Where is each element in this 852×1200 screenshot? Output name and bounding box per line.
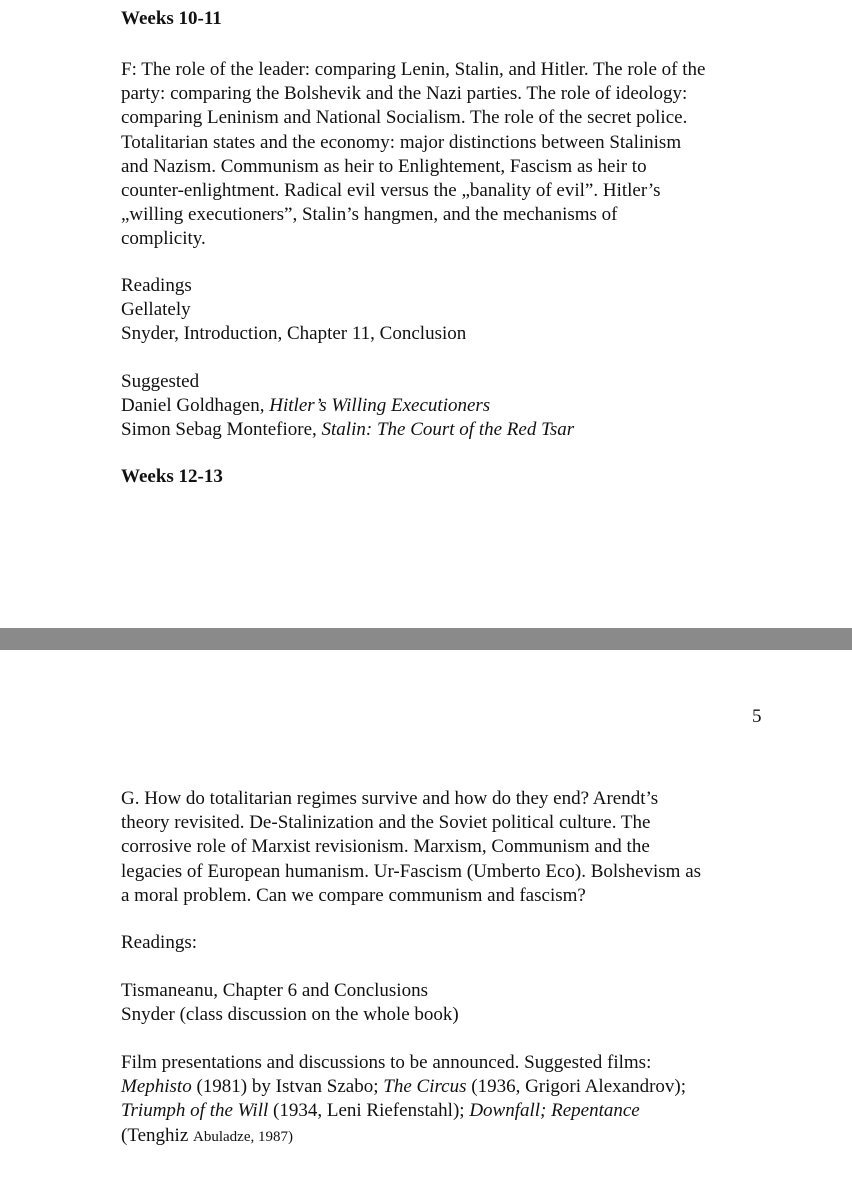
film-detail: (Tenghiz — [121, 1124, 194, 1146]
book-author: Daniel Goldhagen, — [121, 395, 270, 417]
suggested-item — [121, 418, 821, 442]
reading-item: Snyder, Introduction, Chapter 11, Conclusion — [121, 323, 467, 345]
film-detail: (1934, Leni Riefenstahl); — [268, 1100, 470, 1122]
suggested-block — [121, 370, 821, 443]
film-detail-small: Abuladze, 1987) — [193, 1128, 293, 1145]
film-block — [121, 1051, 821, 1149]
suggested-label: Suggested — [121, 371, 200, 392]
page-bottom — [0, 650, 852, 1200]
reading-item: Gellately — [121, 299, 191, 321]
film-line — [121, 1075, 821, 1099]
book-title: Hitler’s Willing Executioners — [269, 395, 491, 417]
text-line: Totalitarian states and the economy: major distinctions between Stalinism — [121, 131, 682, 153]
readings-block — [121, 979, 821, 1027]
text-line: complicity. — [121, 228, 206, 250]
page-separator — [0, 628, 852, 650]
film-intro: Film presentations and discussions to be announced. Suggested films: — [121, 1052, 652, 1073]
week-heading: Weeks 12-13 — [121, 466, 223, 487]
text-line: theory revisited. De-Stalinization and the Soviet political culture. The — [121, 812, 651, 834]
text-line: a moral problem. Can we compare communism and fascism? — [121, 884, 586, 906]
film-title: The Circus — [383, 1076, 467, 1098]
reading-item: Tismaneanu, Chapter 6 and Conclusions — [121, 980, 428, 1001]
book-title: Stalin: The Court of the Red Tsar — [321, 419, 575, 441]
book-author: Simon Sebag Montefiore, — [121, 419, 322, 441]
readings-block — [121, 274, 821, 347]
film-detail: (1936, Grigori Alexandrov); — [466, 1076, 687, 1098]
film-detail: (1981) by Istvan Szabo; — [191, 1076, 384, 1098]
text-line: comparing Leninism and National Socialism. The role of the secret police. — [121, 107, 688, 129]
text-line: corrosive role of Marxist revisionism. Marxism, Communism and the — [121, 836, 650, 858]
suggested-item — [121, 394, 821, 418]
readings-label: Readings — [121, 275, 192, 296]
week-heading: Weeks 10-11 — [121, 8, 222, 29]
text-line: counter-enlightment. Radical evil versus the „banality of evil”. Hitler’s — [121, 180, 661, 202]
readings-label: Readings: — [121, 932, 197, 953]
section-f-paragraph — [121, 58, 821, 252]
text-line: „willing executioners”, Stalin’s hangmen, and the mechanisms of — [121, 204, 618, 226]
section-g-paragraph — [121, 787, 821, 908]
film-line — [121, 1124, 821, 1149]
text-line: F: The role of the leader: comparing Lenin, Stalin, and Hitler. The role of the — [121, 59, 706, 80]
text-line: party: comparing the Bolshevik and the Nazi parties. The role of ideology: — [121, 83, 688, 105]
reading-item: Snyder (class discussion on the whole book) — [121, 1004, 459, 1026]
page-number: 5 — [752, 706, 762, 727]
film-line — [121, 1099, 821, 1123]
film-title: Mephisto — [121, 1076, 192, 1098]
text-line: G. How do totalitarian regimes survive and how do they end? Arendt’s — [121, 788, 659, 809]
text-line: and Nazism. Communism as heir to Enlightement, Fascism as heir to — [121, 155, 647, 177]
text-line: legacies of European humanism. Ur-Fascism (Umberto Eco). Bolshevism as — [121, 860, 702, 882]
film-title: Triumph of the Will — [121, 1100, 269, 1122]
film-title: Downfall; Repentance — [469, 1100, 640, 1122]
